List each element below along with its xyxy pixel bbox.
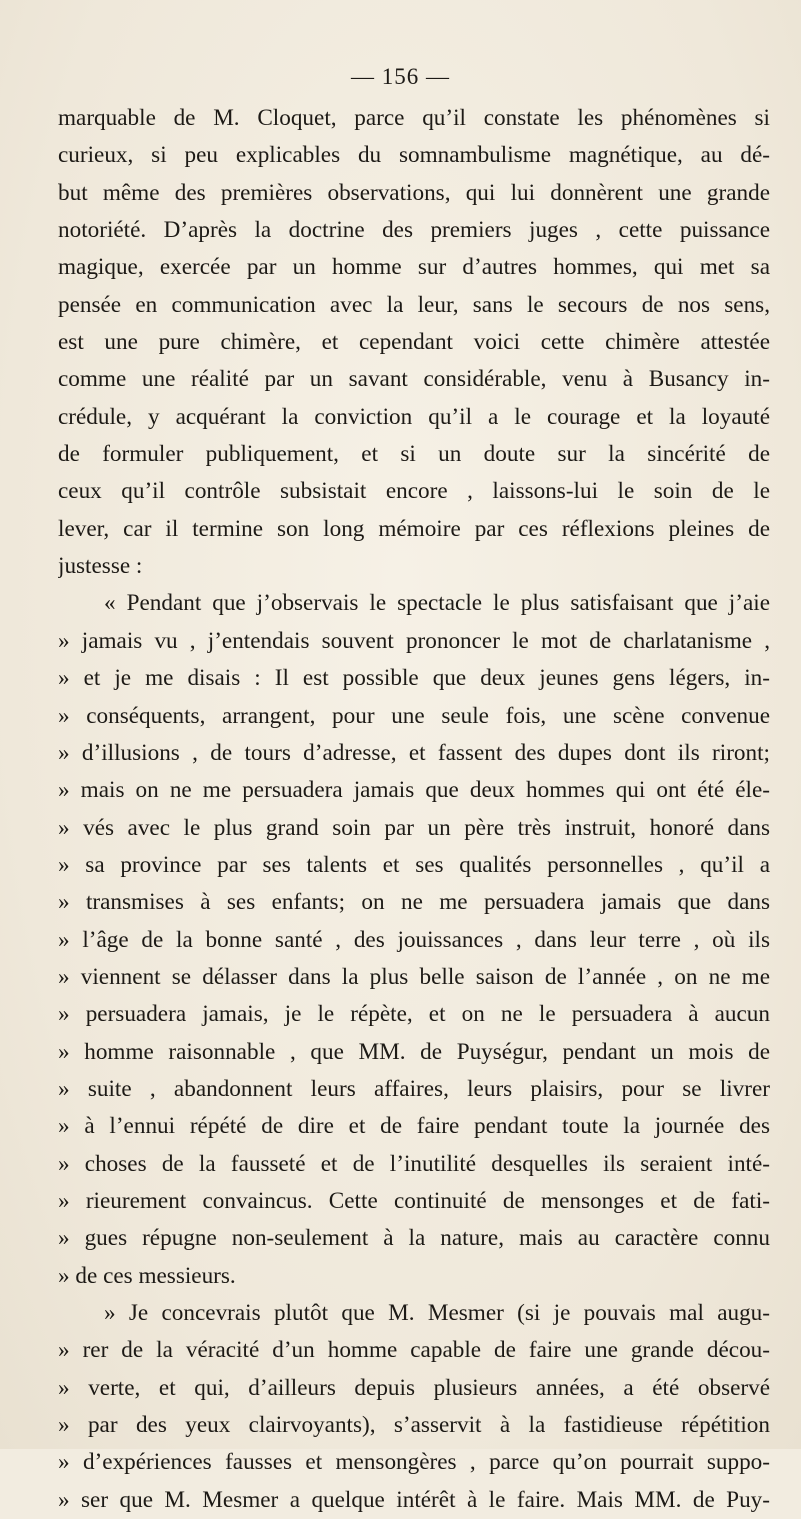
text-line: justesse : bbox=[58, 553, 143, 580]
text-line: » Je concevrais plutôt que M. Mesmer (si je pouvais mal augu- bbox=[104, 1300, 770, 1326]
text-line: » sa province par ses talents et ses qualités personnelles , qu’il a bbox=[58, 851, 770, 878]
text-line: » ser que M. Mesmer a quelque intérêt à le faire. Mais MM. de Puy- bbox=[58, 1486, 770, 1513]
text-line: comme une réalité par un savant considérable, venu à Busancy in- bbox=[58, 366, 770, 393]
page-number: — 156 — bbox=[351, 64, 450, 89]
text-line: marquable de M. Cloquet, parce qu’il constate les phénomènes si bbox=[58, 105, 770, 131]
text-line: » viennent se délasser dans la plus belle saison de l’année , on ne me bbox=[58, 963, 770, 990]
text-line: » jamais vu , j’entendais souvent prononcer le mot de charlatanisme , bbox=[58, 627, 770, 654]
text-line: » mais on ne me persuadera jamais que deux hommes qui ont été éle- bbox=[58, 777, 770, 804]
text-line: « Pendant que j’observais le spectacle le plus satisfaisant que j’aie bbox=[104, 590, 770, 617]
text-line: » suite , abandonnent leurs affaires, leurs plaisirs, pour se livrer bbox=[58, 1075, 770, 1102]
text-line: crédule, y acquérant la conviction qu’il a le courage et la loyauté bbox=[58, 403, 770, 430]
text-line: magique, exercée par un homme sur d’autres hommes, qui met sa bbox=[58, 254, 770, 281]
body-text bbox=[58, 100, 770, 1519]
text-line: » à l’ennui répété de dire et de faire pendant toute la journée des bbox=[58, 1113, 770, 1140]
text-line: de formuler publiquement, et si un doute sur la sincérité de bbox=[58, 441, 770, 468]
text-line: » de ces messieurs. bbox=[58, 1262, 236, 1289]
text-line: » d’illusions , de tours d’adresse, et fassent des dupes dont ils riront; bbox=[58, 739, 770, 766]
text-line: pensée en communication avec la leur, sans le secours de nos sens, bbox=[58, 291, 770, 318]
text-line: » par des yeux clairvoyants), s’asservit à la fastidieuse répétition bbox=[58, 1412, 770, 1439]
text-line: » rer de la véracité d’un homme capable de faire une grande décou- bbox=[58, 1337, 770, 1364]
text-line: » rieurement convaincus. Cette continuité de mensonges et de fati- bbox=[58, 1187, 770, 1214]
text-line: lever, car il termine son long mémoire par ces réflexions pleines de bbox=[58, 515, 770, 542]
text-line: but même des premières observations, qui lui donnèrent une grande bbox=[58, 179, 770, 206]
text-line: » transmises à ses enfants; on ne me persuadera jamais que dans bbox=[58, 889, 770, 916]
text-line: » persuadera jamais, je le répète, et on ne le persuadera à aucun bbox=[58, 1001, 770, 1028]
text-line: » homme raisonnable , que MM. de Puységur, pendant un mois de bbox=[58, 1038, 770, 1065]
text-line: » choses de la fausseté et de l’inutilité desquelles ils seraient inté- bbox=[58, 1150, 770, 1177]
text-line: ceux qu’il contrôle subsistait encore , laissons-lui le soin de le bbox=[58, 478, 770, 505]
text-line: » vés avec le plus grand soin par un père très instruit, honoré dans bbox=[58, 814, 770, 841]
text-line: curieux, si peu explicables du somnambulisme magnétique, au dé- bbox=[58, 142, 770, 169]
text-line: » l’âge de la bonne santé , des jouissances , dans leur terre , où ils bbox=[58, 926, 770, 953]
text-line: » d’expériences fausses et mensongères , parce qu’on pourrait suppo- bbox=[58, 1449, 770, 1476]
text-line: » conséquents, arrangent, pour une seule fois, une scène convenue bbox=[58, 702, 770, 729]
text-line: notoriété. D’après la doctrine des premiers juges , cette puissance bbox=[58, 217, 770, 244]
text-line: » et je me disais : Il est possible que deux jeunes gens légers, in- bbox=[58, 665, 770, 692]
text-line: » verte, et qui, d’ailleurs depuis plusieurs années, a été observé bbox=[58, 1374, 770, 1401]
text-line: » gues répugne non-seulement à la nature, mais au caractère connu bbox=[58, 1225, 770, 1252]
text-line: est une pure chimère, et cependant voici cette chimère attestée bbox=[58, 329, 770, 356]
